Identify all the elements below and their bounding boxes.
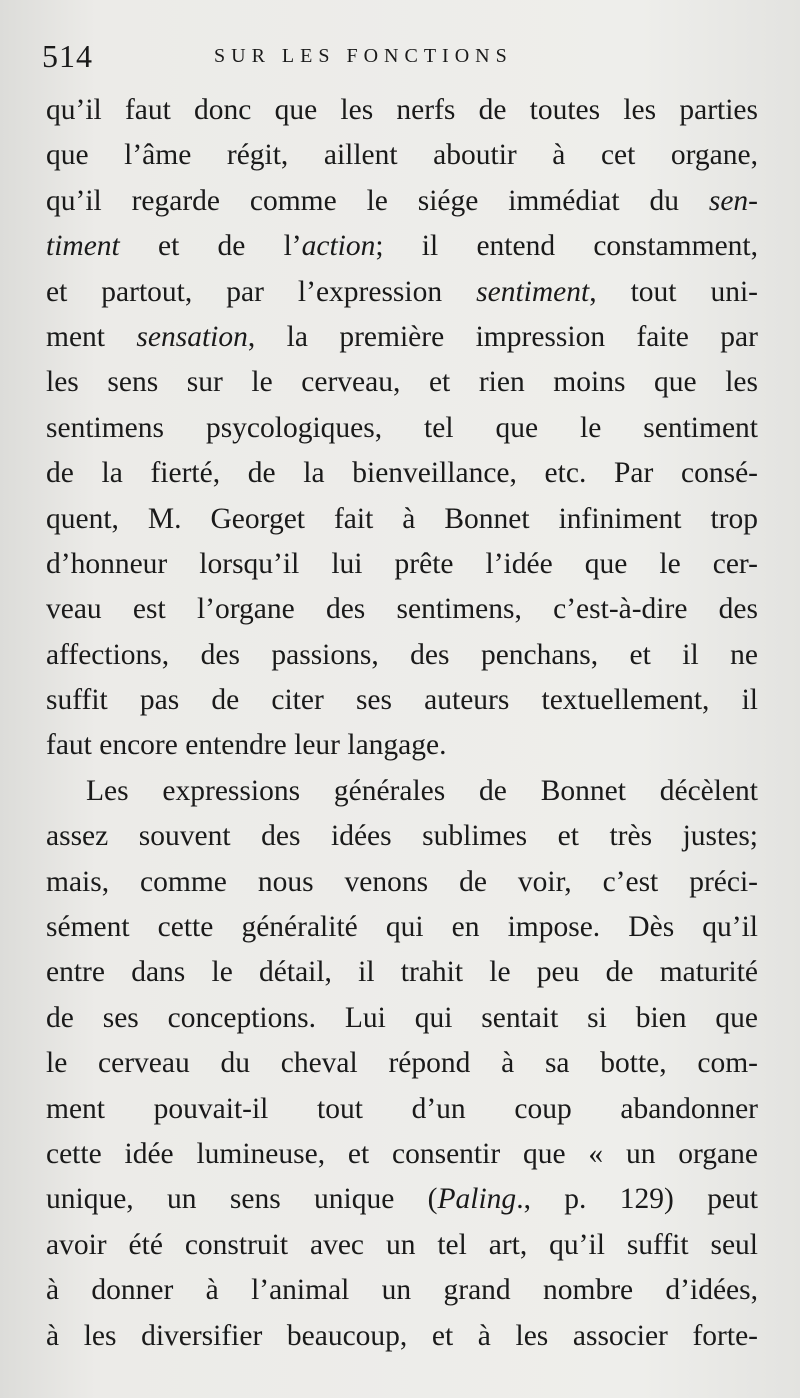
text-line <box>46 996 758 1041</box>
text-line <box>46 723 758 768</box>
text-line <box>46 587 758 632</box>
text-run: ment <box>46 320 137 353</box>
text-run: sentimens psycologiques, tel que le sentiment <box>46 411 758 444</box>
text-run: assez souvent des idées sublimes et très justes; <box>46 820 758 853</box>
paragraph <box>46 769 758 1359</box>
text-run: affections, des passions, des penchans, et il ne <box>46 638 758 671</box>
italic-text: Paling <box>437 1183 517 1216</box>
text-line <box>46 769 758 814</box>
body-text <box>46 88 758 1359</box>
text-line <box>46 451 758 496</box>
text-run: qu’il regarde comme le siége immédiat du <box>46 184 709 217</box>
text-run: sément cette généralité qui en impose. Dès qu’il <box>46 911 758 944</box>
italic-text: sen- <box>708 184 758 217</box>
text-run: à les diversifier beaucoup, et à les associer forte- <box>46 1319 758 1352</box>
text-run: à donner à l’animal un grand nombre d’idées, <box>46 1274 758 1307</box>
text-run: ment pouvait-il tout d’un coup abandonner <box>46 1092 758 1125</box>
text-line <box>46 1087 758 1132</box>
text-run: que l’âme régit, aillent aboutir à cet organe, <box>46 139 758 172</box>
text-run: les sens sur le cerveau, et rien moins que les <box>46 366 758 399</box>
text-run: Les expressions générales de Bonnet décèlent <box>86 774 758 807</box>
text-run: faut encore entendre leur langage. <box>46 729 447 762</box>
text-run: de ses conceptions. Lui qui sentait si bien que <box>46 1001 758 1034</box>
text-run: suffit pas de citer ses auteurs textuellement, il <box>46 684 758 717</box>
text-run: le cerveau du cheval répond à sa botte, com- <box>46 1047 758 1080</box>
paragraph <box>46 88 758 769</box>
text-run: ., p. 129) peut <box>516 1183 758 1216</box>
text-run: entre dans le détail, il trahit le peu de maturité <box>46 956 758 989</box>
text-line <box>46 860 758 905</box>
text-line <box>46 133 758 178</box>
text-line <box>46 633 758 678</box>
text-run: qu’il faut donc que les nerfs de toutes les parties <box>46 94 758 126</box>
text-run: unique, un sens unique ( <box>46 1183 438 1216</box>
text-line <box>46 406 758 451</box>
text-line <box>46 1132 758 1177</box>
text-line <box>46 360 758 405</box>
text-run: cette idée lumineuse, et consentir que « un organe <box>46 1137 758 1170</box>
text-run: veau est l’organe des sentimens, c’est-à-dire des <box>46 593 758 626</box>
text-line <box>46 315 758 360</box>
text-run: de la fierté, de la bienveillance, etc. Par consé- <box>46 457 758 490</box>
text-line <box>46 270 758 315</box>
text-line <box>46 497 758 542</box>
text-run: et partout, par l’expression <box>46 275 477 308</box>
italic-text: sentiment <box>476 275 590 308</box>
text-run: , tout uni- <box>589 275 758 308</box>
text-run: et de l’ <box>119 230 302 263</box>
text-line <box>46 542 758 587</box>
page-header <box>42 38 762 78</box>
text-line <box>46 1041 758 1086</box>
running-head: SUR LES FONCTIONS <box>214 45 513 67</box>
text-run: quent, M. Georget fait à Bonnet infiniment trop <box>46 502 758 535</box>
text-run: avoir été construit avec un tel art, qu’il suffit seul <box>46 1228 758 1261</box>
text-run: , la première impression faite par <box>247 320 758 353</box>
text-line <box>46 88 758 133</box>
text-line <box>46 905 758 950</box>
text-line <box>46 1268 758 1313</box>
text-line <box>46 950 758 995</box>
text-line <box>46 814 758 859</box>
text-line <box>46 224 758 269</box>
text-line <box>46 1223 758 1268</box>
text-run: d’honneur lorsqu’il lui prête l’idée que le cer- <box>46 547 758 580</box>
text-line <box>46 678 758 723</box>
text-run: mais, comme nous venons de voir, c’est préci- <box>46 865 758 898</box>
italic-text: action <box>301 230 376 263</box>
text-run: ; il entend constamment, <box>375 230 758 263</box>
text-line <box>46 1177 758 1222</box>
text-line <box>46 1314 758 1359</box>
italic-text: timent <box>46 230 120 263</box>
italic-text: sensation <box>136 320 248 353</box>
page-number: 514 <box>42 38 93 74</box>
text-line <box>46 179 758 224</box>
